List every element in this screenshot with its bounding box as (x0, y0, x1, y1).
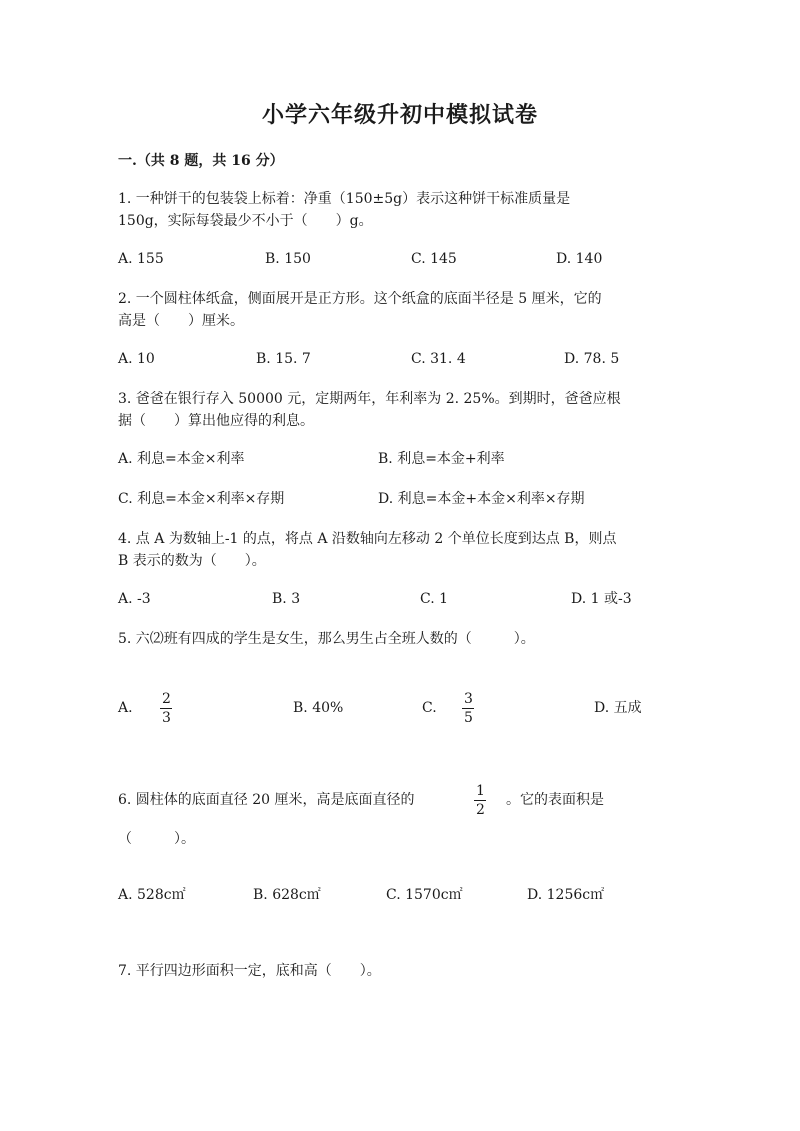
q2-option-a[interactable]: A. 10 (118, 351, 155, 367)
q3-option-d[interactable]: D. 利息=本金+本金×利率×存期 (378, 491, 585, 507)
fraction-bar (462, 708, 474, 709)
question-1-stem-line1: 1. 一种饼干的包装袋上标着：净重（150±5g）表示这种饼干标准质量是 (118, 191, 571, 207)
question-5 (118, 628, 678, 650)
q4-option-a[interactable]: A. -3 (118, 591, 151, 607)
q6-option-d[interactable]: D. 1256c㎡ (527, 887, 605, 903)
question-3 (118, 388, 678, 432)
q1-option-b[interactable]: B. 150 (265, 251, 311, 267)
fraction-numerator: 3 (464, 691, 473, 707)
q3-option-b[interactable]: B. 利息=本金+利率 (378, 451, 505, 467)
question-1-stem-line2: 150g，实际每袋最少不小于（ ）g。 (118, 213, 373, 229)
q5-option-c-fraction (462, 691, 475, 726)
question-2-stem-line2: 高是（ ）厘米。 (118, 313, 244, 329)
q5-option-a[interactable]: A. (118, 700, 133, 716)
question-5-stem-line1: 5. 六⑵班有四成的学生是女生，那么男生占全班人数的（ ）。 (118, 631, 535, 647)
q6-option-c[interactable]: C. 1570c㎡ (386, 887, 463, 903)
fraction (462, 691, 475, 726)
question-1 (118, 188, 678, 232)
q1-option-d[interactable]: D. 140 (556, 251, 603, 267)
fraction-numerator: 2 (162, 691, 171, 707)
question-7 (118, 960, 678, 982)
fraction-denominator: 2 (476, 802, 485, 818)
question-6-stem-part1: 6. 圆柱体的底面直径 20 厘米，高是底面直径的 (118, 792, 415, 808)
fraction-denominator: 3 (162, 710, 171, 726)
q4-option-b[interactable]: B. 3 (272, 591, 301, 607)
q5-option-c[interactable]: C. (422, 700, 437, 716)
question-2 (118, 288, 678, 332)
question-3-stem-line1: 3. 爸爸在银行存入 50000 元，定期两年，年利率为 2. 25%。到期时，爸爸应根 (118, 391, 621, 407)
q2-option-d[interactable]: D. 78. 5 (564, 351, 620, 367)
fraction-numerator: 1 (476, 783, 485, 799)
question-4-stem-line2: B 表示的数为（ ）。 (118, 553, 266, 569)
fraction (474, 783, 487, 818)
fraction-bar (160, 708, 172, 709)
page-title: 小学六年级升初中模拟试卷 (261, 102, 538, 128)
fraction-bar (474, 800, 486, 801)
fraction-denominator: 5 (464, 710, 473, 726)
q5-option-b[interactable]: B. 40% (293, 700, 344, 716)
question-6-fraction (474, 783, 487, 818)
q4-option-d[interactable]: D. 1 或-3 (571, 591, 632, 607)
question-6-stem-line2: （ ）。 (118, 831, 195, 847)
section-header: 一.（共 8 题，共 16 分） (118, 153, 284, 169)
question-4 (118, 528, 678, 572)
question-2-stem-line1: 2. 一个圆柱体纸盒，侧面展开是正方形。这个纸盒的底面半径是 5 厘米，它的 (118, 291, 602, 307)
q4-option-c[interactable]: C. 1 (420, 591, 449, 607)
q5-option-a-fraction (160, 691, 173, 726)
question-3-stem-line2: 据（ ）算出他应得的利息。 (118, 413, 314, 429)
question-6-stem-part2: 。它的表面积是 (506, 792, 604, 808)
fraction (160, 691, 173, 726)
q6-option-b[interactable]: B. 628c㎡ (253, 887, 321, 903)
q2-option-b[interactable]: B. 15. 7 (256, 351, 311, 367)
q3-option-a[interactable]: A. 利息=本金×利率 (118, 451, 245, 467)
q1-option-c[interactable]: C. 145 (411, 251, 457, 267)
q2-option-c[interactable]: C. 31. 4 (411, 351, 466, 367)
q5-option-d[interactable]: D. 五成 (594, 700, 642, 716)
question-7-stem-line1: 7. 平行四边形面积一定，底和高（ ）。 (118, 963, 381, 979)
q1-option-a[interactable]: A. 155 (118, 251, 164, 267)
q6-option-a[interactable]: A. 528c㎡ (118, 887, 186, 903)
question-4-stem-line1: 4. 点 A 为数轴上-1 的点，将点 A 沿数轴向左移动 2 个单位长度到达点 B，则点 (118, 531, 617, 547)
q3-option-c[interactable]: C. 利息=本金×利率×存期 (118, 491, 285, 507)
